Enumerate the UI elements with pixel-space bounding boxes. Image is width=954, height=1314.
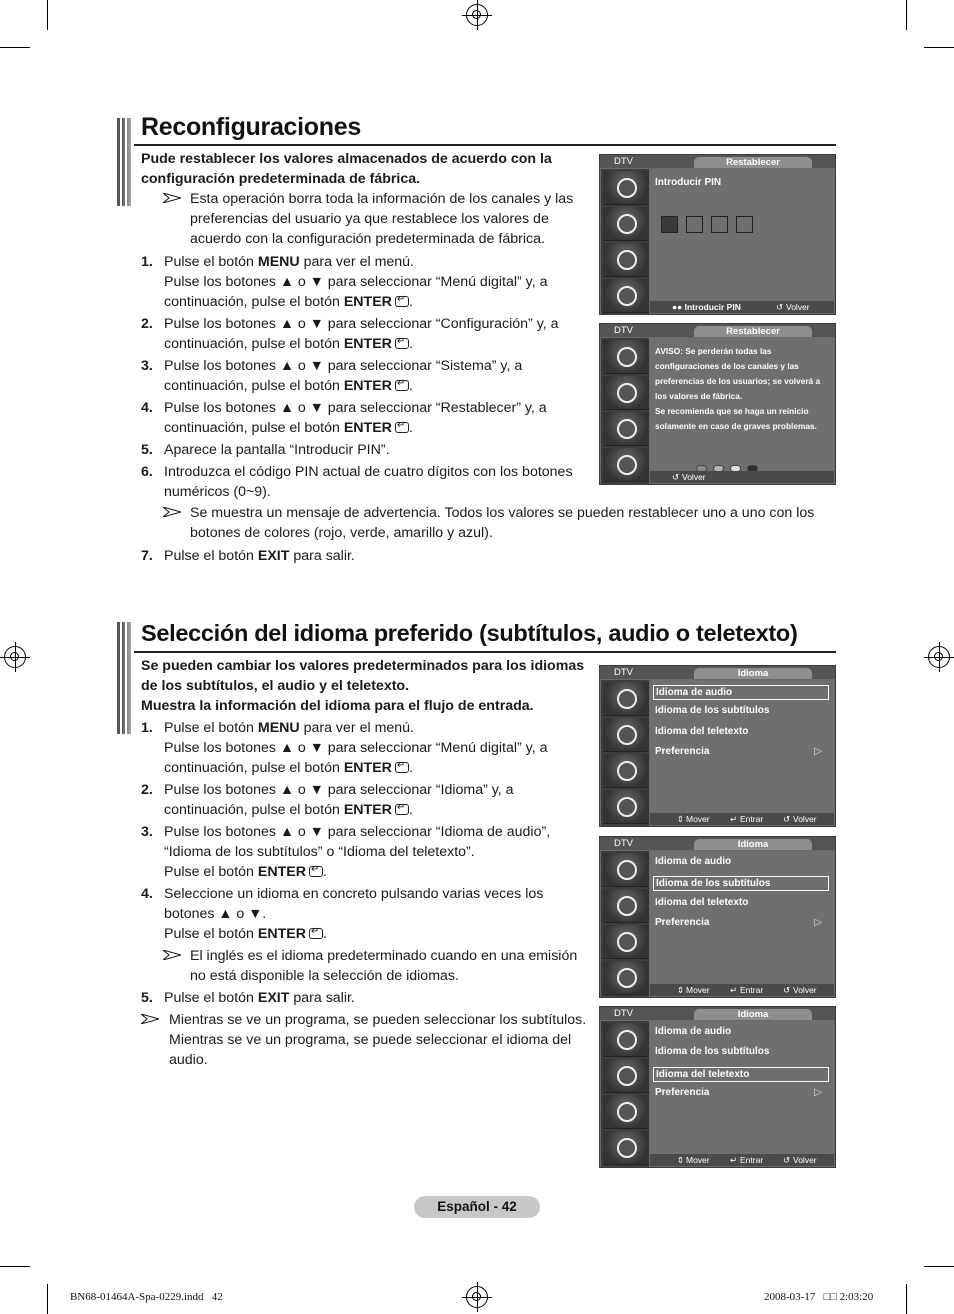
button-name: ENTER (343, 420, 392, 436)
osd-tile (603, 171, 649, 205)
osd-sidebar (601, 169, 649, 315)
osd-footer (650, 301, 834, 313)
osd-main (650, 1021, 834, 1154)
step-text: Pulse el botón (164, 720, 258, 736)
crop-mark (0, 1266, 30, 1267)
tv-screen-language (599, 1006, 836, 1168)
updown-icon: ⇕ (677, 985, 685, 995)
step-text: Pulse los botones ▲ o ▼ para seleccionar “Menú digital” y, a continuación, pulse el botón (164, 274, 548, 310)
tv-screen-language (599, 665, 836, 827)
step-7 (141, 546, 831, 566)
osd-dtv-label: DTV (614, 667, 633, 678)
enter-icon (309, 866, 323, 877)
globe-icon (617, 725, 637, 745)
step-text: Seleccione un idioma en concreto pulsando varias veces los botones ▲ o ▼. (164, 886, 544, 922)
osd-sidebar (601, 338, 649, 485)
osd-menu-item-subtitles[interactable]: Idioma de los subtítulos (655, 705, 770, 716)
gear-icon (617, 1102, 637, 1122)
osd-tile (603, 1059, 649, 1093)
osd-menu-item-preference[interactable]: Preferencia (655, 917, 710, 928)
button-name: EXIT (257, 990, 290, 1006)
crop-mark (906, 1284, 907, 1314)
section1-body (141, 149, 596, 504)
osd-hint: Mover (686, 1155, 710, 1165)
osd-footer (650, 984, 834, 996)
step-2: 2. Pulse los botones ▲ o ▼ para seleccionar “Idioma” y, a continuación, pulse el botón ENTER↵ . (141, 780, 596, 820)
note-arrow-icon (163, 950, 181, 960)
osd-tile (603, 925, 649, 959)
step-number: 1. (141, 254, 153, 270)
step-4: 4. Pulse los botones ▲ o ▼ para seleccionar “Restablecer” y, a continuación, pulse el botón ENTER↵ . (141, 398, 596, 438)
step-number: 3. (141, 824, 153, 840)
crop-mark (47, 0, 48, 30)
section-rule (134, 144, 836, 146)
step-5 (141, 440, 596, 460)
gear-icon (617, 250, 637, 270)
step-1: 1. Pulse el botón MENU para ver el menú. Pulse los botones ▲ o ▼ para seleccionar “Menú digital” y, a continuación, pulse el botón ENTER↵ . (141, 252, 596, 312)
pin-digit-box (736, 216, 753, 233)
step-text: Introduzca el código PIN actual de cuatro dígitos con los botones numéricos (0~9). (164, 464, 573, 500)
osd-menu-item-preference[interactable]: Preferencia (655, 746, 710, 757)
osd-menu-item-subtitles[interactable]: Idioma de los subtítulos (653, 876, 829, 891)
step-text: Pulse los botones ▲ o ▼ para seleccionar “Idioma de audio”, “Idioma de los subtítulos” o “Idioma del teletexto”. (164, 824, 551, 860)
section1-intro: Pude restablecer los valores almacenados de acuerdo con la configuración predeterminada de fábrica. (141, 151, 552, 187)
step-1: 1. Pulse el botón MENU para ver el menú. Pulse los botones ▲ o ▼ para seleccionar “Menú digital” y, a continuación, pulse el botón ENTER↵ . (141, 718, 596, 778)
osd-tile (603, 1131, 649, 1165)
osd-heading: Introducir PIN (655, 177, 722, 188)
registration-mark-icon (928, 646, 950, 668)
crop-mark (0, 47, 30, 48)
step-text: Pulse los botones ▲ o ▼ para seleccionar “Idioma” y, a continuación, pulse el botón (164, 782, 514, 818)
crop-mark (906, 0, 907, 30)
osd-title: Restablecer (694, 157, 812, 168)
return-icon: ↺ (776, 302, 784, 312)
osd-tile (603, 754, 649, 788)
section-bar (117, 118, 131, 206)
note (141, 189, 596, 249)
osd-tile (603, 682, 649, 716)
step-4: 4. Seleccione un idioma en concreto pulsando varias veces los botones ▲ o ▼. Pulse el botón ENTER↵ . (141, 884, 596, 944)
button-name: ENTER (343, 378, 392, 394)
osd-menu-item-teletext[interactable]: Idioma del teletexto (653, 1067, 829, 1082)
step-text: Pulse los botones ▲ o ▼ para seleccionar “Sistema” y, a continuación, pulse el botón (164, 358, 523, 394)
enter-icon (309, 928, 323, 939)
gear-icon (617, 932, 637, 952)
step-text: Pulse los botones ▲ o ▼ para seleccionar “Menú digital” y, a continuación, pulse el botón (164, 740, 548, 776)
osd-tile (603, 718, 649, 752)
registration-mark-icon (466, 4, 488, 26)
button-name: ENTER (343, 336, 392, 352)
section2-intro: Se pueden cambiar los valores predeterminados para los idiomas de los subtítulos, el audio y el teletexto. (141, 658, 585, 694)
osd-sidebar (601, 680, 649, 827)
osd-hint: Entrar (740, 1155, 764, 1165)
note-text: El inglés es el idioma predeterminado cuando en una emisión no está disponible la selección de idiomas. (190, 948, 578, 984)
osd-tile (603, 412, 649, 446)
button-name: ENTER (343, 294, 392, 310)
return-icon: ↺ (783, 1155, 791, 1165)
enter-icon (395, 762, 409, 773)
triangle-right-icon: ▷ (814, 1087, 822, 1098)
osd-hint: Volver (682, 472, 706, 482)
enter-small-icon: ↵ (730, 1155, 738, 1165)
updown-icon: ⇕ (677, 814, 685, 824)
step-text: Pulse el botón (164, 864, 258, 880)
osd-hint: Entrar (740, 985, 764, 995)
crop-mark (47, 1284, 48, 1314)
osd-menu-item-teletext[interactable]: Idioma del teletexto (655, 726, 749, 737)
osd-main (650, 680, 834, 813)
enter-icon (395, 296, 409, 307)
note (141, 946, 596, 986)
osd-menu-item-audio[interactable]: Idioma de audio (653, 685, 829, 700)
osd-sidebar (601, 851, 649, 998)
triangle-right-icon: ▷ (814, 917, 822, 928)
step-text: Aparece la pantalla “Introducir PIN”. (164, 442, 390, 458)
osd-hint: Volver (793, 985, 817, 995)
osd-title: Idioma (694, 839, 812, 850)
osd-tile (603, 448, 649, 482)
osd-title: Restablecer (694, 326, 812, 337)
globe-icon (617, 214, 637, 234)
osd-footer (650, 471, 834, 483)
return-icon: ↺ (783, 985, 791, 995)
step-3: 3. Pulse los botones ▲ o ▼ para seleccionar “Sistema” y, a continuación, pulse el botón ENTER↵ . (141, 356, 596, 396)
note (141, 1010, 596, 1070)
osd-tile (603, 243, 649, 277)
enter-small-icon: ↵ (730, 985, 738, 995)
section-rule (134, 651, 836, 653)
section-title: Selección del idioma preferido (subtítulos, audio o teletexto) (141, 620, 798, 646)
return-icon: ↺ (672, 472, 680, 482)
osd-menu-item-audio[interactable]: Idioma de audio (655, 856, 732, 867)
step-text: Pulse los botones ▲ o ▼ para seleccionar “Restablecer” y, a continuación, pulse el botón (164, 400, 547, 436)
tv-guide-icon (617, 968, 637, 988)
osd-menu-item-audio[interactable]: Idioma de audio (655, 1026, 732, 1037)
osd-warning-text: AVISO: Se perderán todas las configuraciones de los canales y las preferencias de los usuarios; se volverá a los valores de fábrica. Se recomienda que se haga un reinicio solamente en caso de graves problemas. (655, 346, 821, 431)
step-number: 4. (141, 400, 153, 416)
step-text: Pulse el botón (164, 548, 258, 564)
step-text: para ver el menú. (299, 254, 415, 270)
button-name: ENTER (257, 926, 306, 942)
osd-main (650, 851, 834, 984)
note-text: Mientras se ve un programa, se pueden seleccionar los subtítulos. Mientras se ve un programa, se puede seleccionar el idioma del audio. (169, 1012, 587, 1068)
button-name: EXIT (257, 548, 290, 564)
gear-icon (617, 419, 637, 439)
note (141, 503, 831, 543)
pin-digit-box (711, 216, 728, 233)
crop-mark (924, 1266, 954, 1267)
return-icon: ↺ (783, 814, 791, 824)
osd-tile (603, 1095, 649, 1129)
triangle-right-icon: ▷ (814, 746, 822, 757)
tv-screen-warning (599, 323, 836, 485)
step-number: 2. (141, 782, 153, 798)
globe-icon (617, 383, 637, 403)
osd-dtv-label: DTV (614, 838, 633, 849)
note-arrow-icon (163, 507, 181, 517)
crop-mark (924, 47, 954, 48)
step-text: para salir. (289, 548, 355, 564)
step-number: 1. (141, 720, 153, 736)
button-name: MENU (257, 254, 300, 270)
tv-guide-icon (617, 455, 637, 475)
tv-guide-icon (617, 797, 637, 817)
section2-intro: Muestra la información del idioma para el flujo de entrada. (141, 698, 534, 714)
step-6 (141, 462, 596, 502)
section2-body (141, 656, 596, 1070)
pin-digit-box (686, 216, 703, 233)
button-name: MENU (257, 720, 300, 736)
antenna-icon (617, 178, 637, 198)
step-text: para ver el menú. (299, 720, 415, 736)
step-number: 2. (141, 316, 153, 332)
registration-mark-icon (4, 646, 26, 668)
step-3: 3. Pulse los botones ▲ o ▼ para seleccionar “Idioma de audio”, “Idioma de los subtítulos” o “Idioma del teletexto”. Pulse el botón ENTER↵ . (141, 822, 596, 882)
step-number: 6. (141, 464, 153, 480)
gear-icon (617, 761, 637, 781)
step-number: 5. (141, 442, 153, 458)
osd-tile (603, 1023, 649, 1057)
button-name: ENTER (343, 760, 392, 776)
osd-tile (603, 790, 649, 824)
antenna-icon (617, 689, 637, 709)
section-bar (117, 622, 131, 734)
globe-icon (617, 896, 637, 916)
osd-main (650, 338, 834, 471)
button-name: ENTER (343, 802, 392, 818)
osd-hint: Volver (793, 1155, 817, 1165)
antenna-icon (617, 860, 637, 880)
osd-tile (603, 889, 649, 923)
tv-guide-icon (617, 1138, 637, 1158)
osd-tile (603, 376, 649, 410)
page-number-badge: Español - 42 (414, 1196, 540, 1218)
step-number: 7. (141, 548, 153, 564)
note-text: Esta operación borra toda la información de los canales y las preferencias del usuario ya que restablece los valores de acuerdo con la configuración predeterminada de fábrica. (190, 191, 574, 247)
tv-screen-language (599, 836, 836, 998)
antenna-icon (617, 1030, 637, 1050)
osd-menu-item-teletext[interactable]: Idioma del teletexto (655, 897, 749, 908)
step-5 (141, 988, 596, 1008)
enter-small-icon: ↵ (730, 814, 738, 824)
osd-hint: Volver (786, 302, 810, 312)
osd-title: Idioma (694, 668, 812, 679)
osd-hint: Mover (686, 985, 710, 995)
tv-screen-pin (599, 154, 836, 315)
section1-note2 (141, 503, 831, 568)
step-text: para salir. (289, 990, 355, 1006)
osd-dtv-label: DTV (614, 156, 633, 167)
osd-tile (603, 279, 649, 313)
note-arrow-icon (141, 1014, 159, 1024)
osd-hint: ●● Introducir PIN (672, 302, 741, 312)
osd-tile (603, 961, 649, 995)
step-2: 2. Pulse los botones ▲ o ▼ para seleccionar “Configuración” y, a continuación, pulse el botón ENTER↵ . (141, 314, 596, 354)
osd-dtv-label: DTV (614, 1008, 633, 1019)
osd-hint: Entrar (740, 814, 764, 824)
button-name: ENTER (257, 864, 306, 880)
osd-menu-item-preference[interactable]: Preferencia (655, 1087, 710, 1098)
osd-hint: Mover (686, 814, 710, 824)
pin-digit-box (661, 216, 678, 233)
enter-icon (395, 804, 409, 815)
step-text: Pulse el botón (164, 990, 258, 1006)
step-text: Pulse el botón (164, 254, 258, 270)
step-number: 5. (141, 990, 153, 1006)
osd-menu-item-subtitles[interactable]: Idioma de los subtítulos (655, 1046, 770, 1057)
step-text: Pulse el botón (164, 926, 258, 942)
enter-icon (395, 338, 409, 349)
osd-footer (650, 813, 834, 825)
print-slug-date: 2008-03-17 □□ 2:03:20 (764, 1291, 874, 1303)
step-number: 4. (141, 886, 153, 902)
osd-tile (603, 853, 649, 887)
updown-icon: ⇕ (677, 1155, 685, 1165)
osd-sidebar (601, 1021, 649, 1168)
registration-mark-icon (466, 1286, 488, 1308)
osd-footer (650, 1154, 834, 1166)
osd-title: Idioma (694, 1009, 812, 1020)
enter-icon (395, 422, 409, 433)
osd-tile (603, 207, 649, 241)
osd-dtv-label: DTV (614, 325, 633, 336)
globe-icon (617, 1066, 637, 1086)
osd-main (650, 169, 834, 301)
step-text: Pulse los botones ▲ o ▼ para seleccionar “Configuración” y, a continuación, pulse el botón (164, 316, 559, 352)
osd-hint: Volver (793, 814, 817, 824)
step-number: 3. (141, 358, 153, 374)
note-arrow-icon (163, 193, 181, 203)
osd-tile (603, 340, 649, 374)
section-title: Reconfiguraciones (141, 113, 361, 141)
enter-icon (395, 380, 409, 391)
note-text: Se muestra un mensaje de advertencia. Todos los valores se pueden restablecer uno a uno con los botones de colores (rojo, verde, amarillo y azul). (190, 505, 815, 541)
antenna-icon (617, 347, 637, 367)
print-slug-file: BN68-01464A-Spa-0229.indd 42 (70, 1291, 223, 1303)
tv-guide-icon (617, 286, 637, 306)
